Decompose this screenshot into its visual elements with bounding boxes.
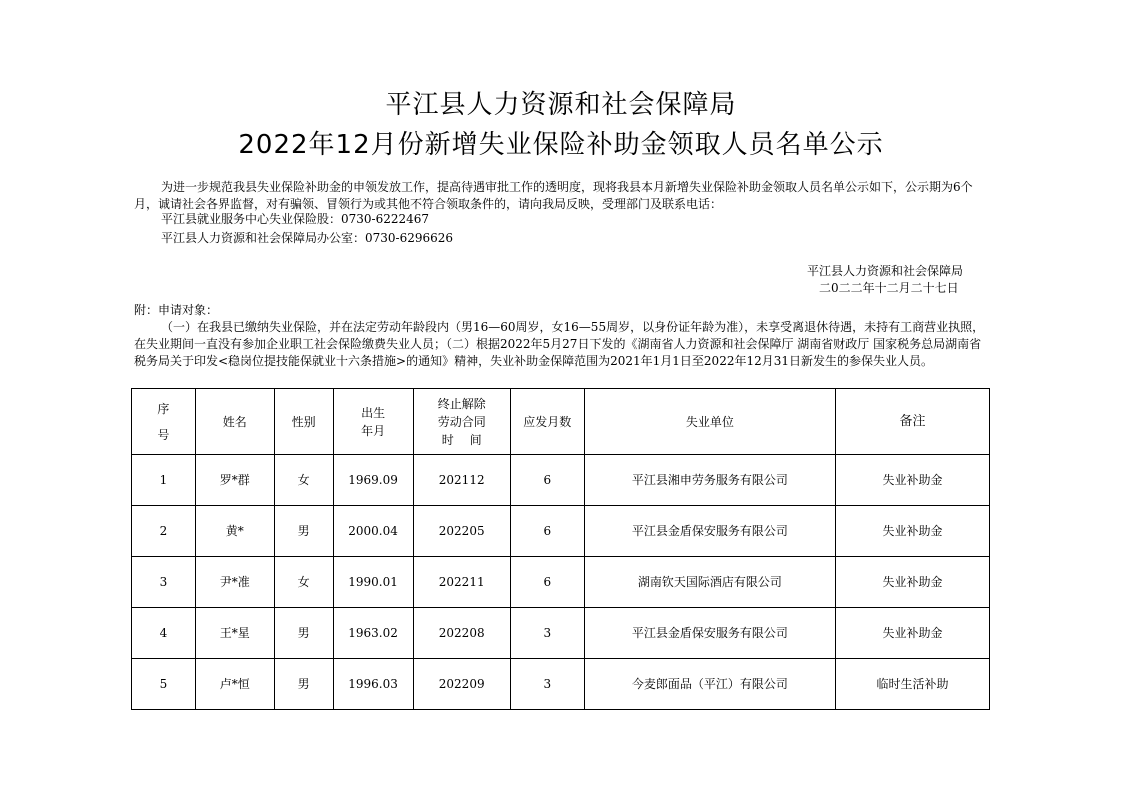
cell-unit: 今麦郎面品（平江）有限公司 — [584, 659, 835, 710]
cell-birth: 2000.04 — [333, 506, 413, 557]
cell-birth: 1990.01 — [333, 557, 413, 608]
cell-months: 6 — [510, 455, 584, 506]
cell-unit: 湖南钦天国际酒店有限公司 — [584, 557, 835, 608]
cell-birth: 1996.03 — [333, 659, 413, 710]
cell-seq: 4 — [132, 608, 196, 659]
cell-months: 6 — [510, 506, 584, 557]
cell-name: 尹*准 — [195, 557, 274, 608]
table-row — [132, 608, 990, 659]
cell-months: 3 — [510, 659, 584, 710]
cell-gender: 男 — [274, 506, 333, 557]
recipient-table — [131, 388, 990, 710]
cell-seq: 3 — [132, 557, 196, 608]
cell-unit: 平江县湘申劳务服务有限公司 — [584, 455, 835, 506]
cell-birth: 1969.09 — [333, 455, 413, 506]
cell-months: 6 — [510, 557, 584, 608]
cell-gender: 女 — [274, 455, 333, 506]
cell-note: 临时生活补助 — [835, 659, 989, 710]
contact-line-bureau-office: 平江县人力资源和社会保障局办公室：0730-6296626 — [161, 231, 454, 245]
table-header-row — [132, 389, 990, 455]
cell-seq: 5 — [132, 659, 196, 710]
header-birth: 出生 年月 — [333, 389, 413, 455]
cell-term: 202211 — [413, 557, 510, 608]
cell-note: 失业补助金 — [835, 455, 989, 506]
cell-months: 3 — [510, 608, 584, 659]
table-row — [132, 557, 990, 608]
cell-term: 202209 — [413, 659, 510, 710]
table-row — [132, 506, 990, 557]
cell-name: 王*星 — [195, 608, 274, 659]
cell-seq: 2 — [132, 506, 196, 557]
table-row — [132, 659, 990, 710]
criteria-paragraph: （一）在我县已缴纳失业保险，并在法定劳动年龄段内（男16—60周岁，女16—55周岁，以身份证年龄为准），未享受离退休待遇，未持有工商营业执照，在失业期间一直没有参加企业职工社会保险缴费失业人员；（二）根据2022年5月27日下发的《湖南省人力资源和社会保障厅 湖南省财政厅 国家税务总局湖南省税务局关于印发<稳岗位提技能保就业十六条措施>的通知》精神，失业补助金保障范围为2021年1月1日至2022年12月31日新发生的参保失业人员。 — [134, 320, 985, 368]
header-note: 备注 — [835, 389, 989, 455]
cell-note: 失业补助金 — [835, 506, 989, 557]
table-row — [132, 455, 990, 506]
cell-term: 202208 — [413, 608, 510, 659]
signature-date: 二0二二年十二月二十七日 — [819, 281, 959, 295]
cell-unit: 平江县金盾保安服务有限公司 — [584, 608, 835, 659]
header-name: 姓名 — [195, 389, 274, 455]
cell-unit: 平江县金盾保安服务有限公司 — [584, 506, 835, 557]
header-gender: 性别 — [274, 389, 333, 455]
contact-line-employment-center: 平江县就业服务中心失业保险股：0730-6222467 — [161, 212, 430, 226]
cell-gender: 女 — [274, 557, 333, 608]
header-unit: 失业单位 — [584, 389, 835, 455]
signature-org: 平江县人力资源和社会保障局 — [807, 264, 964, 278]
cell-name: 卢*恒 — [195, 659, 274, 710]
document-title: 平江县人力资源和社会保障局 — [385, 90, 737, 120]
cell-seq: 1 — [132, 455, 196, 506]
header-seq: 序 号 — [132, 389, 196, 455]
cell-name: 黄* — [195, 506, 274, 557]
intro-paragraph: 为进一步规范我县失业保险补助金的申领发放工作，提高待遇审批工作的透明度，现将我县本月新增失业保险补助金领取人员名单公示如下，公示期为6个月，诚请社会各界监督，对有骗领、冒领行为或其他不符合领取条件的，请向我局反映，受理部门及联系电话： — [134, 180, 973, 211]
cell-birth: 1963.02 — [333, 608, 413, 659]
cell-term: 202112 — [413, 455, 510, 506]
header-contract-termination: 终止解除 劳动合同 时 间 — [413, 389, 510, 455]
header-months: 应发月数 — [510, 389, 584, 455]
cell-name: 罗*群 — [195, 455, 274, 506]
appendix-label: 附：申请对象： — [134, 303, 219, 317]
cell-note: 失业补助金 — [835, 557, 989, 608]
document-subtitle: 2022年12月份新增失业保险补助金领取人员名单公示 — [238, 130, 884, 160]
cell-term: 202205 — [413, 506, 510, 557]
cell-gender: 男 — [274, 608, 333, 659]
cell-note: 失业补助金 — [835, 608, 989, 659]
cell-gender: 男 — [274, 659, 333, 710]
